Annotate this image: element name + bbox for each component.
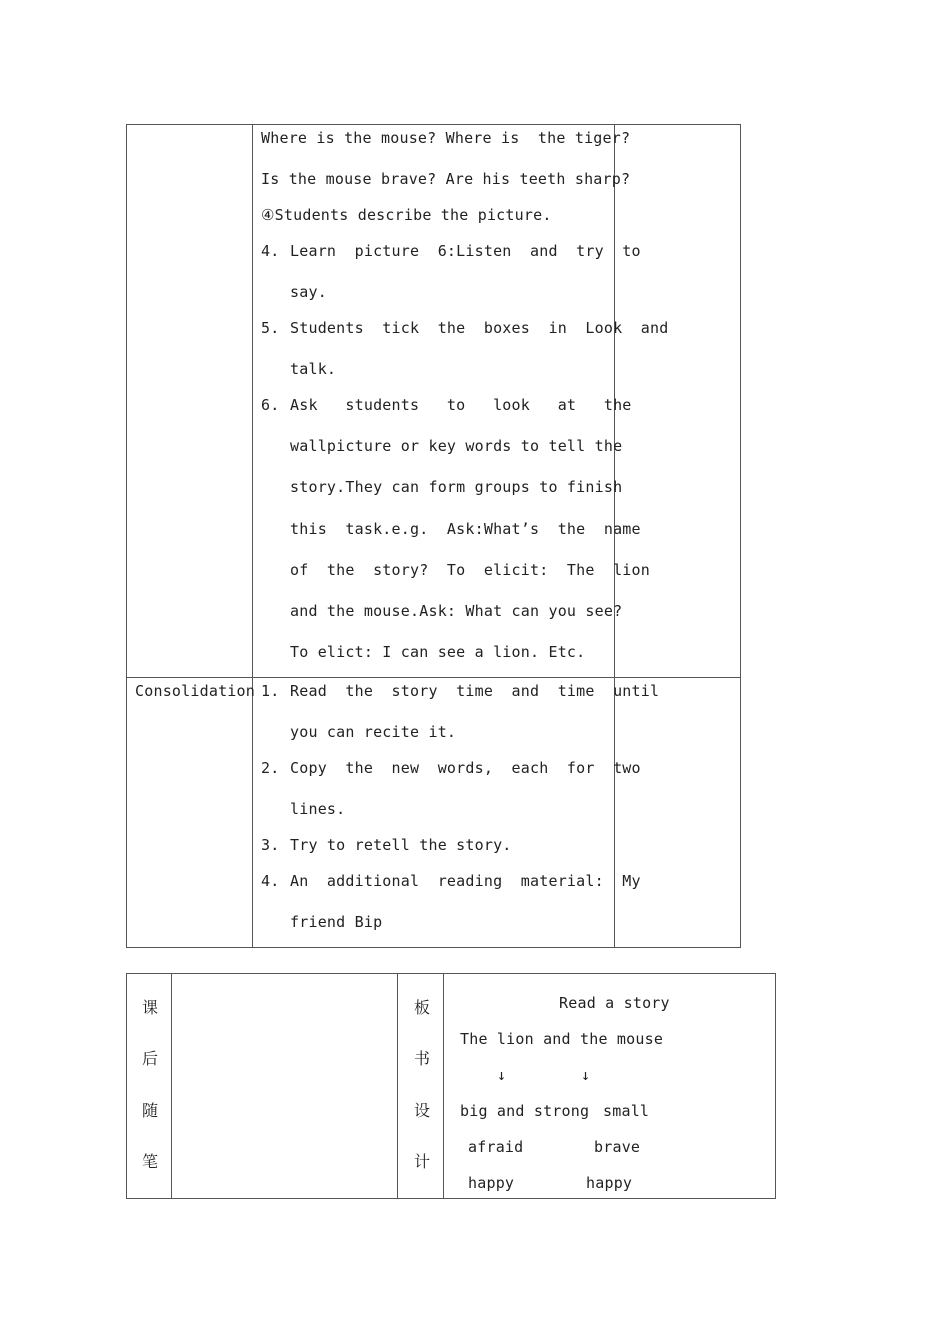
step-text: you can recite it. bbox=[290, 723, 457, 741]
step-text: this task.e.g. Ask:What’s the name bbox=[290, 520, 641, 538]
board-mouse-word: brave bbox=[594, 1138, 641, 1156]
board-label-char: 板 bbox=[414, 998, 431, 1017]
bottom-table-col-divider-3 bbox=[443, 973, 444, 1199]
step-number: 2. bbox=[261, 759, 280, 777]
step-text: of the story? To elicit: The lion bbox=[290, 561, 650, 579]
notes-label-char: 后 bbox=[142, 1049, 159, 1068]
step-text: An additional reading material: My bbox=[290, 872, 641, 890]
step-text: Try to retell the story. bbox=[290, 836, 512, 854]
board-lion-word: happy bbox=[468, 1174, 515, 1192]
notes-label-char: 随 bbox=[142, 1101, 159, 1120]
board-subtitle: The lion and the mouse bbox=[460, 1030, 664, 1048]
step-text: talk. bbox=[290, 360, 337, 378]
step-text: To elict: I can see a lion. Etc. bbox=[290, 643, 586, 661]
step-text: lines. bbox=[290, 800, 346, 818]
step-text: Ask students to look at the bbox=[290, 396, 632, 414]
table-col-divider-1 bbox=[252, 124, 253, 948]
step-text: wallpicture or key words to tell the bbox=[290, 437, 623, 455]
step-number: 6. bbox=[261, 396, 280, 414]
board-mouse-word: happy bbox=[586, 1174, 633, 1192]
notes-label-char: 课 bbox=[142, 998, 159, 1017]
bottom-table-left-border bbox=[126, 973, 127, 1199]
step-number: 5. bbox=[261, 319, 280, 337]
step-number: 3. bbox=[261, 836, 280, 854]
step-number: 4. bbox=[261, 242, 280, 260]
board-title: Read a story bbox=[559, 994, 670, 1012]
down-arrow-icon: ↓ bbox=[581, 1066, 591, 1084]
bottom-table-col-divider-1 bbox=[171, 973, 172, 1199]
bottom-table-right-border bbox=[775, 973, 776, 1199]
step-text: and the mouse.Ask: What can you see? bbox=[290, 602, 623, 620]
step-number: 4. bbox=[261, 872, 280, 890]
body-text-line: Where is the mouse? Where is the tiger? bbox=[261, 129, 631, 147]
board-label-char: 设 bbox=[414, 1101, 431, 1120]
step-text: friend Bip bbox=[290, 913, 383, 931]
table-top-border bbox=[126, 124, 741, 125]
board-lion-word: big and strong bbox=[460, 1102, 590, 1120]
bottom-table-col-divider-2 bbox=[397, 973, 398, 1199]
table-row-divider bbox=[126, 677, 741, 678]
step-text: Learn picture 6:Listen and try to bbox=[290, 242, 641, 260]
bottom-table-top-border bbox=[126, 973, 776, 974]
bottom-table-bottom-border bbox=[126, 1198, 776, 1199]
notes-label-char: 笔 bbox=[142, 1152, 159, 1171]
table-bottom-border bbox=[126, 947, 741, 948]
board-label-char: 计 bbox=[414, 1152, 431, 1171]
step-text: Read the story time and time until bbox=[290, 682, 660, 700]
board-lion-word: afraid bbox=[468, 1138, 524, 1156]
body-text-line: ④Students describe the picture. bbox=[261, 206, 552, 224]
stage-label: Consolidation bbox=[135, 682, 255, 700]
body-text-line: Is the mouse brave? Are his teeth sharp? bbox=[261, 170, 631, 188]
table-right-border bbox=[740, 124, 741, 948]
down-arrow-icon: ↓ bbox=[497, 1066, 507, 1084]
step-text: story.They can form groups to finish bbox=[290, 478, 623, 496]
board-label-char: 书 bbox=[414, 1049, 431, 1068]
step-number: 1. bbox=[261, 682, 280, 700]
board-mouse-word: small bbox=[603, 1102, 650, 1120]
step-text: Students tick the boxes in Look and bbox=[290, 319, 669, 337]
step-text: Copy the new words, each for two bbox=[290, 759, 641, 777]
table-left-border bbox=[126, 124, 127, 948]
step-text: say. bbox=[290, 283, 327, 301]
